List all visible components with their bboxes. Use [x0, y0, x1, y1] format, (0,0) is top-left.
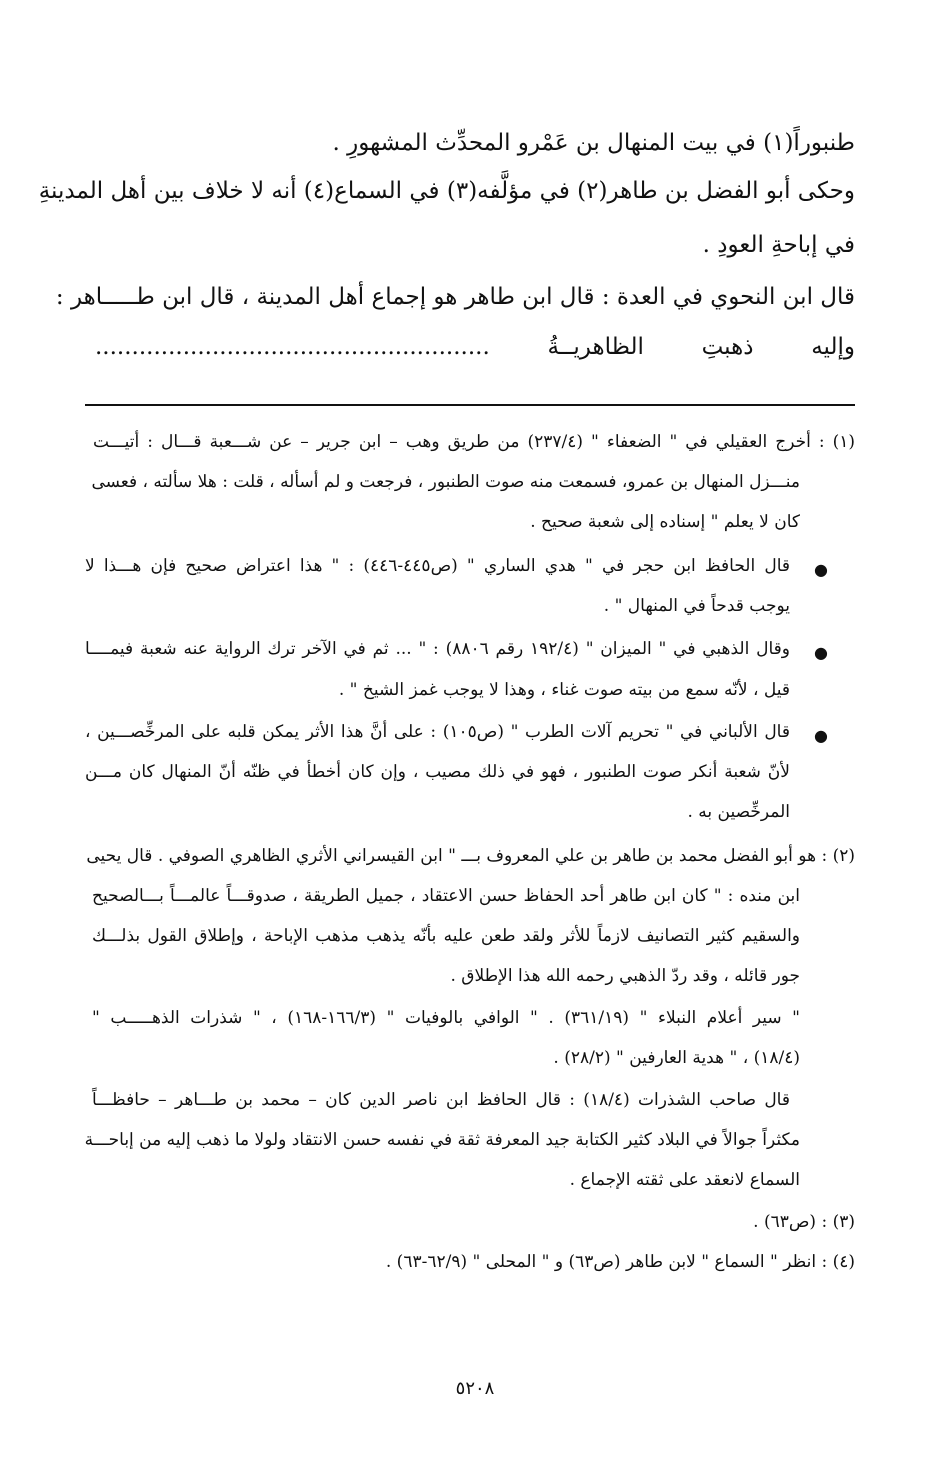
bullet-1-line-2: يوجب قدحاً في المنهال " . — [603, 596, 790, 616]
bullet-3-line-1: قال الألباني في " تحريم آلات الطرب " (ص١٠٥) : على أنَّ هذا الأثر يمكن قلبه على المرخِّصـــين ، — [85, 722, 790, 742]
footnote-2-line-5: " سير أعلام النبلاء " (٣٦١/١٩) . " الوافي بالوفيات " (١٦٦/٣-١٦٨) ، " شذرات الذهـــــب " — [92, 1008, 800, 1028]
bullet-icon: ● — [814, 560, 828, 579]
bullet-1-line-1: قال الحافظ ابن حجر في " هدي الساري " (ص٤٤٥-٤٤٦) : " هذا اعتراض صحيح فإن هـــذا لا — [85, 556, 790, 576]
footnote-3: (٣) : (ص٦٣) . — [753, 1212, 855, 1232]
footnote-2-line-2: ابن منده : " كان ابن طاهر أحد الحفاظ حسن الاعتقاد ، جميل الطريقة ، صدوقـــاً عالمـــاً بـــالصحيح — [92, 886, 800, 906]
footnote-2-line-1: (٢) : هو أبو الفضل محمد بن طاهر بن علي المعروف بـــ " ابن القيسراني الأثري الظاهري الصوفي . قال يحيى — [86, 846, 855, 866]
bullet-3-line-2: لأنّ شعبة أنكر صوت الطنبور ، فهو في ذلك مصيب ، وإن كان أخطأ في ظنّه أنّ المنهال كان مـــن — [85, 762, 790, 782]
footnote-1-line-3: كان لا يعلم " إسناده إلى شعبة صحيح . — [530, 512, 800, 532]
main-text-line-1: طنبوراً(١) في بيت المنهال بن عَمْرو المحدِّث المشهورِ . — [332, 130, 855, 156]
footnote-separator — [85, 404, 855, 406]
footnote-2-line-9: السماع لانعقد على ثقته الإجماع . — [569, 1170, 800, 1190]
footnote-2-line-8: مكثراً جوالاً في البلاد كثير الكتابة جيد المعرفة ثقة في نفسه حسن الانتقاد ولولا ما ذهب إليه من إباحـــة — [84, 1130, 800, 1150]
footnote-2-line-7: قال صاحب الشذرات (١٨/٤) : قال الحافظ ابن ناصر الدين كان – محمد بن طـــاهر – حافظـــاً — [92, 1090, 790, 1110]
page-number: ٥٢٠٨ — [455, 1378, 495, 1399]
footnote-4: (٤) : انظر " السماع " لابن طاهر (ص٦٣) و " المحلى " (٦٢/٩-٦٣) . — [385, 1252, 855, 1272]
main-text-line-5: وإليه ذهبتِ الظاهريــةُ ...................................................... — [95, 334, 855, 360]
bullet-icon: ● — [814, 643, 828, 662]
bullet-icon: ● — [814, 726, 828, 745]
bullet-2-line-2: قيل ، لأنّه سمع من بيته صوت غناء ، وهذا لا يوجب غمز الشيخ " . — [338, 680, 790, 700]
bullet-2-line-1: وقال الذهبي في " الميزان " (١٩٢/٤ رقم ٨٨٠٦) : " ... ثم في الآخر ترك الرواية عنه شعبة فيمــــا — [85, 639, 790, 659]
main-text-line-4: قال ابن النحوي في العدة : قال ابن طاهر هو إجماع أهل المدينة ، قال ابن طـــــاهر : — [55, 284, 855, 310]
footnote-1-line-2: منـــزل المنهال بن عمرو، فسمعت منه صوت الطنبور ، فرجعت و لم أسأله ، قلت : هلا سألته ، فعسى — [91, 472, 800, 492]
footnote-2-line-6: (١٨/٤) ، " هدية العارفين " (٢٨/٢) . — [553, 1048, 800, 1068]
bullet-3-line-3: المرخِّصين به . — [687, 802, 790, 822]
footnote-2-line-4: جور قائله ، وقد ردّ الذهبي رحمه الله هذا الإطلاق . — [450, 966, 800, 986]
main-text-line-3: في إباحةِ العودِ . — [702, 232, 855, 258]
footnote-2-line-3: والسقيم كثير التصانيف لازماً للأثر ولقد طعن عليه بأنّه يذهب مذهب الإباحة ، وإطلاق القول بذلـــك — [92, 926, 800, 946]
main-text-line-2: وحكى أبو الفضل بن طاهر(٢) في مؤلَّفه(٣) في السماع(٤) أنه لا خلاف بين أهل المدينةِ — [38, 178, 855, 204]
footnote-1-line-1: (١) : أخرج العقيلي في " الضعفاء " (٢٣٧/٤) من طريق وهب – ابن جرير – عن شـــعبة قـــال : أتيـــت — [93, 432, 855, 452]
